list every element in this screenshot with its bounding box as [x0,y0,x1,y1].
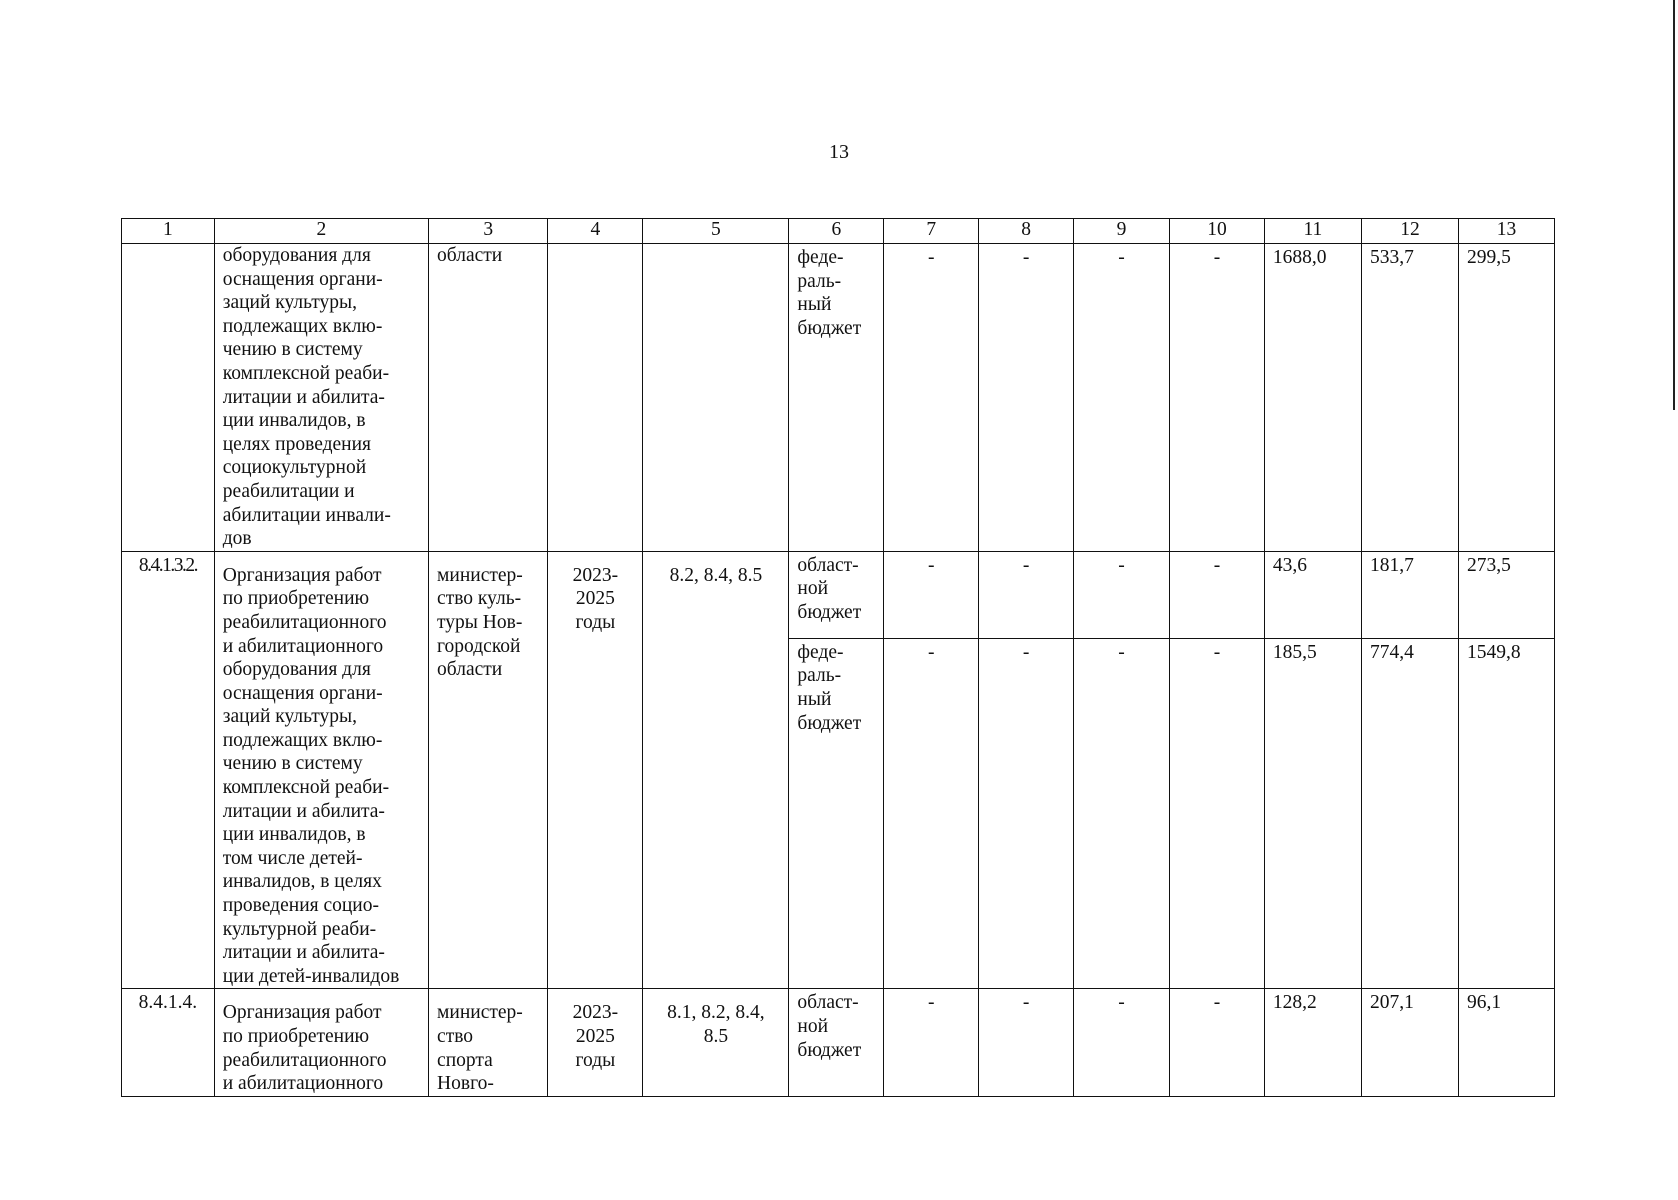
scan-edge-line [1673,0,1675,410]
budget-table [121,218,1555,1097]
value-cell: 43,6 [1264,551,1361,638]
value-cell: - [1170,551,1265,638]
value-cell: 181,7 [1361,551,1458,638]
period-cell [548,244,643,552]
header-cell: 8 [979,219,1074,244]
table-row [122,551,1555,638]
budget-source-cell: област- ной бюджет [789,989,884,1096]
value-cell: - [884,244,979,552]
value-cell: 207,1 [1361,989,1458,1096]
value-cell: 299,5 [1458,244,1554,552]
value-cell: - [979,244,1074,552]
header-cell: 7 [884,219,979,244]
value-cell: - [979,638,1074,989]
value-cell: - [1074,551,1170,638]
value-cell: 774,4 [1361,638,1458,989]
period-cell: 2023- 2025 годы [548,551,643,989]
header-cell: 12 [1361,219,1458,244]
table-row [122,244,1555,552]
value-cell: - [1170,638,1265,989]
item-number-cell: 8.4.1.3.2. [122,551,215,989]
value-cell: 533,7 [1361,244,1458,552]
header-cell: 6 [789,219,884,244]
value-cell: - [979,989,1074,1096]
header-cell: 1 [122,219,215,244]
value-cell: - [1074,638,1170,989]
activity-description-cell: Организация работ по приобретению реабилитационного и абилитационного оборудования для оснащения органи- заций культуры, подлежащих вклю- чению в систему комплексной реаби- литации и абилита- ции инвалидов, в том числе детей- инвалидов, в целях проведения социо- культурной реаби- литации и абилита- ции детей-инвалидов [214,551,428,989]
indicator-cell [643,244,789,552]
header-cell: 9 [1074,219,1170,244]
value-cell: - [884,551,979,638]
activity-description-cell: Организация работ по приобретению реабилитационного и абилитационного [214,989,428,1096]
value-cell: - [979,551,1074,638]
item-number-cell: 8.4.1.4. [122,989,215,1096]
value-cell: 96,1 [1458,989,1554,1096]
executor-cell: министер- ство спорта Новго- [429,989,548,1096]
period-cell: 2023- 2025 годы [548,989,643,1096]
value-cell: 128,2 [1264,989,1361,1096]
indicator-cell: 8.1, 8.2, 8.4, 8.5 [643,989,789,1096]
activity-description-cell: оборудования для оснащения органи- заций культуры, подлежащих вклю- чению в систему комплексной реаби- литации и абилита- ции инвалидов, в целях проведения социокультурной реабилитации и абилитации инвали- дов [214,244,428,552]
page-number: 13 [829,141,849,163]
budget-source-cell: област- ной бюджет [789,551,884,638]
header-cell: 11 [1264,219,1361,244]
value-cell: - [1170,244,1265,552]
value-cell: - [884,989,979,1096]
value-cell: 273,5 [1458,551,1554,638]
header-cell: 10 [1170,219,1265,244]
value-cell: 1688,0 [1264,244,1361,552]
executor-cell: области [429,244,548,552]
table-row [122,989,1555,1096]
value-cell: 1549,8 [1458,638,1554,989]
header-cell: 5 [643,219,789,244]
value-cell: - [1170,989,1265,1096]
value-cell: 185,5 [1264,638,1361,989]
value-cell: - [884,638,979,989]
value-cell: - [1074,244,1170,552]
header-cell: 3 [429,219,548,244]
executor-cell: министер- ство куль- туры Нов- городской области [429,551,548,989]
budget-source-cell: феде- раль- ный бюджет [789,638,884,989]
header-row [122,219,1555,244]
header-cell: 13 [1458,219,1554,244]
value-cell: - [1074,989,1170,1096]
budget-source-cell: феде- раль- ный бюджет [789,244,884,552]
indicator-cell: 8.2, 8.4, 8.5 [643,551,789,989]
header-cell: 4 [548,219,643,244]
header-cell: 2 [214,219,428,244]
item-number-cell [122,244,215,552]
